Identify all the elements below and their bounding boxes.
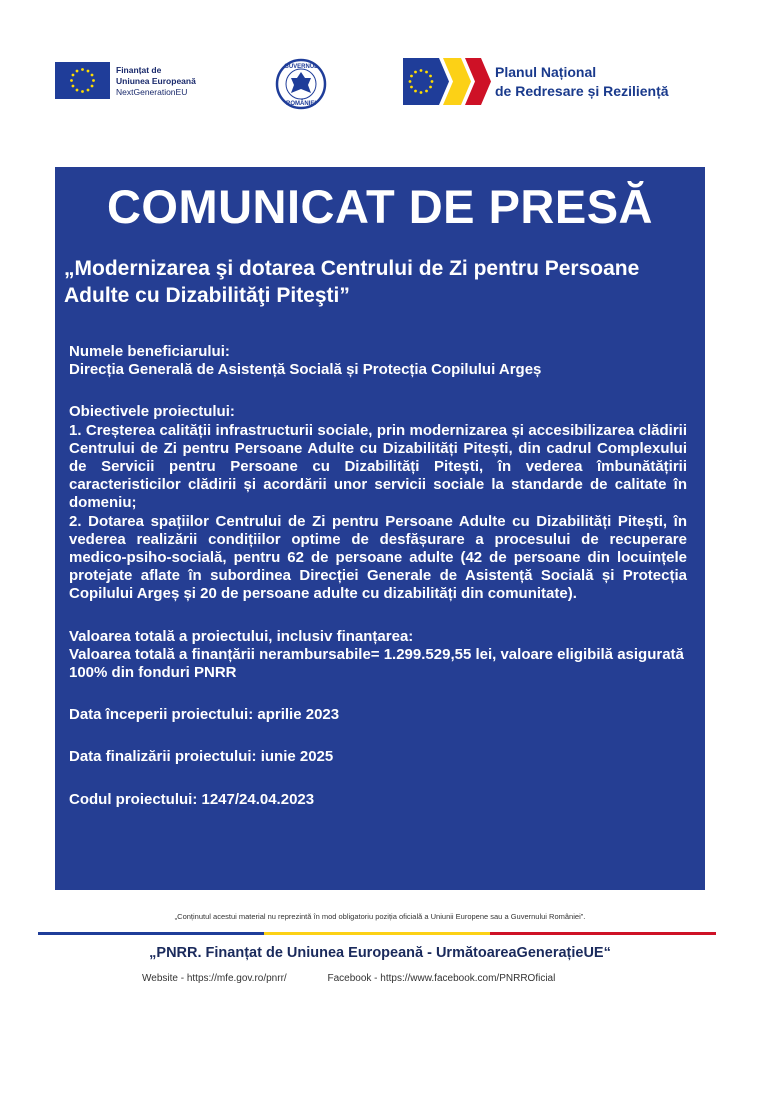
pnrr-title-line1: Planul Național xyxy=(495,64,597,80)
eu-funding-text xyxy=(116,65,196,98)
project-code: Codul proiectului: 1247/24.04.2023 xyxy=(69,790,315,808)
eu-text-line1: Finanțat de xyxy=(116,65,162,75)
eu-star xyxy=(420,91,423,94)
end-date: Data finalizării proiectului: iunie 2025 xyxy=(69,748,334,766)
eu-star xyxy=(87,70,90,73)
eu-flag-icon xyxy=(55,62,110,99)
eu-star xyxy=(431,80,434,83)
eu-star xyxy=(429,75,432,78)
eu-star xyxy=(414,71,417,74)
eu-star xyxy=(425,90,428,93)
project-details xyxy=(69,343,687,809)
facebook-link[interactable]: Facebook - https://www.facebook.com/PNRROficial xyxy=(327,973,556,984)
start-date: Data începerii proiectului: aprilie 2023 xyxy=(69,706,340,724)
objective-1: 1. Creșterea calității infrastructurii sociale, prin modernizarea și accesibilizarea clădirii Centrului de Zi pentru Persoane Adulte cu Dizabilități Pitești, din cadrul Complexului de Servicii pentru Persoane cu Dizabilități Pitești, în vederea îmbunătățirii caracteristicilor clădirii și acordării unor servicii sociale la standarde de calitate în domeniu; xyxy=(69,421,687,512)
beneficiary-value: Direcția Generală de Asistență Socială și Protecția Copilului Argeș xyxy=(69,361,542,379)
eu-text-line2: Uniunea Europeană xyxy=(116,76,196,86)
eu-star xyxy=(414,90,417,93)
footer-slogan: „PNRR. Finanțat de Uniunea Europeană - UrmătoareaGenerațieUE“ xyxy=(149,945,611,961)
eu-star xyxy=(91,85,94,88)
tricolor-divider xyxy=(38,932,716,935)
eu-star xyxy=(70,79,73,82)
page-title: COMUNICAT DE PRESĂ xyxy=(106,180,654,233)
eu-star xyxy=(91,74,94,77)
objectives-label: Obiectivele proiectului: xyxy=(69,403,235,421)
header xyxy=(0,0,760,120)
value-label: Valoarea totală a proiectului, inclusiv finanțarea: xyxy=(69,627,414,645)
pnrr-logo-icon xyxy=(403,58,491,105)
press-release-panel xyxy=(55,167,705,890)
seal-bottom-text: ROMÂNIEI xyxy=(286,101,316,107)
eu-star xyxy=(420,69,423,72)
eu-star xyxy=(410,86,413,89)
eu-star xyxy=(76,70,79,73)
seal-top-text: GUVERNUL xyxy=(284,64,318,70)
beneficiary-label: Numele beneficiarului: xyxy=(69,343,230,360)
eu-star xyxy=(72,85,75,88)
eu-text-line3: NextGenerationEU xyxy=(116,87,188,97)
footer-links xyxy=(142,973,593,984)
government-seal-icon xyxy=(275,58,327,110)
pnrr-title-line2: de Redresare și Reziliență xyxy=(495,83,669,99)
eu-star xyxy=(76,89,79,92)
objective-2: 2. Dotarea spațiilor Centrului de Zi pentru Persoane Adulte cu Dizabilități Pitești, în vederea realizării condițiilor optime de desfășurare a procesului de recuperare medico-psiho-socială, pentru 62 de persoane adulte (42 de persoane din locuințele protejate aflate în subordinea Direcției Generale de Asistență Socială și Protecția Copilului Argeș și 20 de persoane adulte cu dizabilități din comunitate). xyxy=(69,512,687,603)
eu-star xyxy=(81,90,84,93)
eu-star xyxy=(410,75,413,78)
eu-star xyxy=(81,68,84,71)
value-text: Valoarea totală a finanțării nerambursabile= 1.299.529,55 lei, valoare eligibilă asigurată 100% din fonduri PNRR xyxy=(69,645,684,682)
website-link[interactable]: Website - https://mfe.gov.ro/pnrr/ xyxy=(142,973,287,984)
eu-star xyxy=(409,80,412,83)
disclaimer: „Conținutul acestui material nu reprezintă în mod obligatoriu poziția oficială a Uniunii Europene sau a Guvernului României”. xyxy=(174,912,586,921)
eu-star xyxy=(87,89,90,92)
eu-star xyxy=(72,74,75,77)
eu-star xyxy=(425,71,428,74)
project-title: „Modernizarea şi dotarea Centrului de Zi pentru Persoane Adulte cu Dizabilităţi Piteşti” xyxy=(64,257,640,307)
pnrr-title xyxy=(495,63,669,101)
eu-star xyxy=(429,86,432,89)
eu-star xyxy=(92,79,95,82)
